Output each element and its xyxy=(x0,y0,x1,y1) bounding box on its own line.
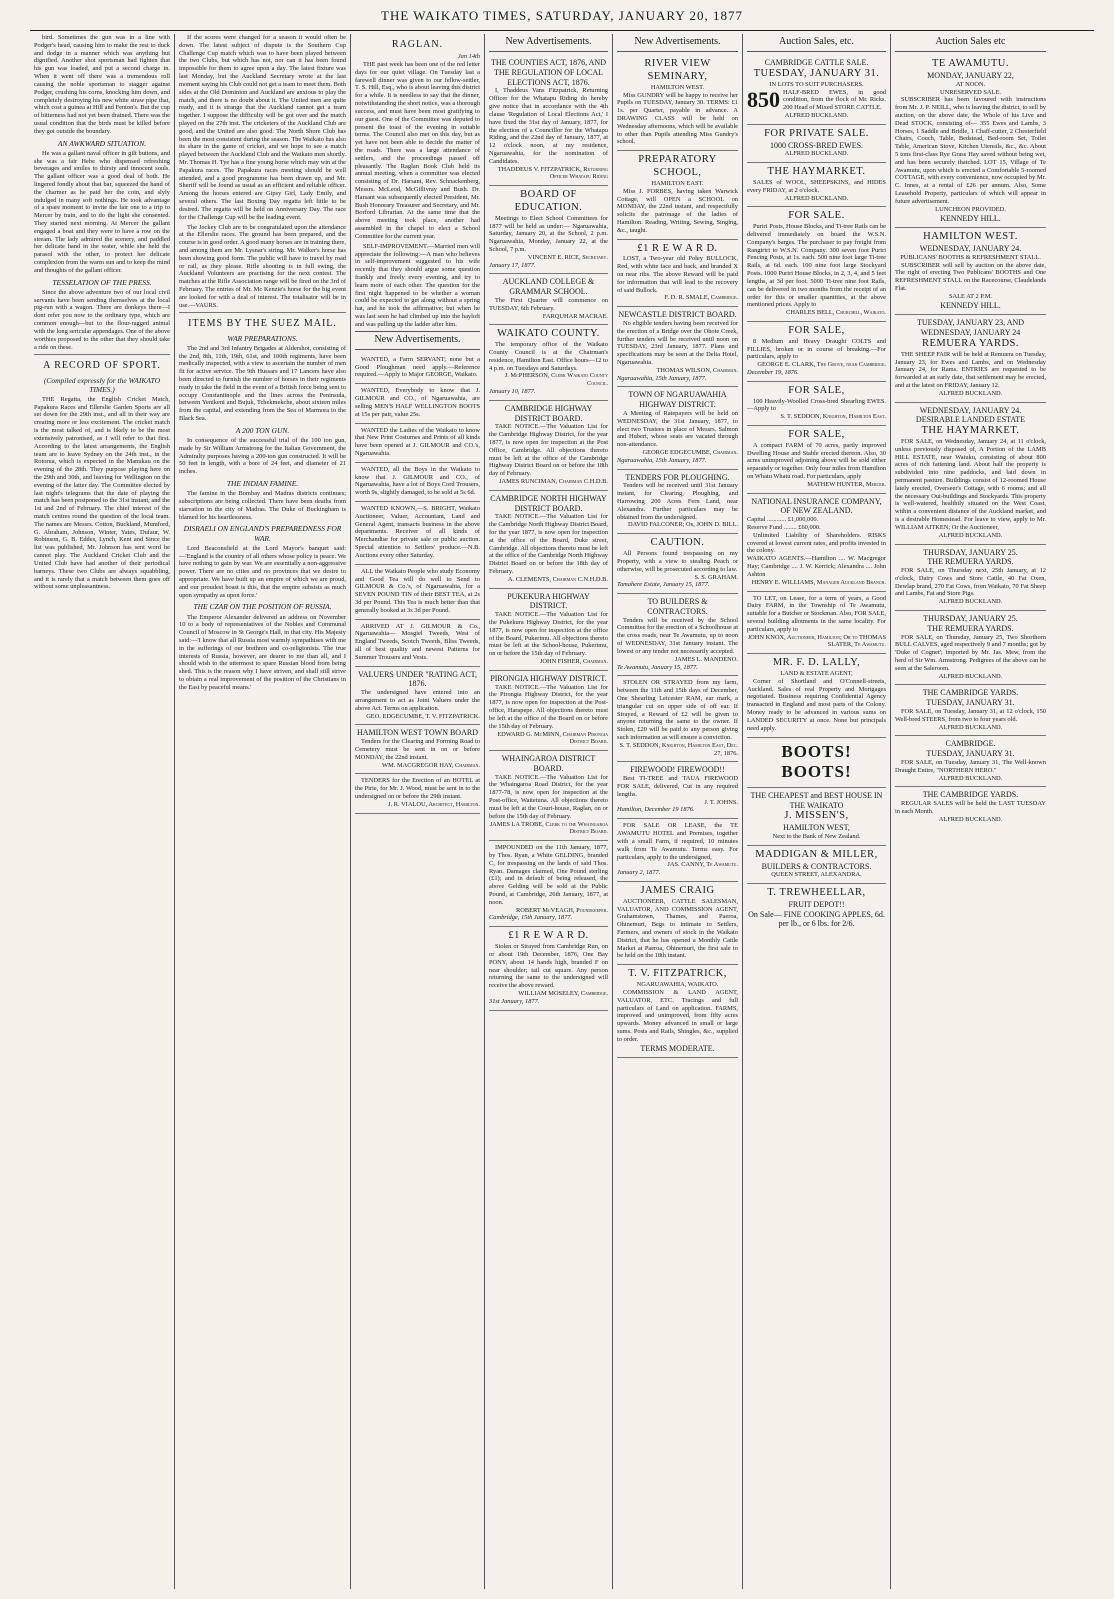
ad-signature: WM. MACGREGOR HAY, Chairman. xyxy=(382,761,480,769)
ad-title: £1 R E W A R D. xyxy=(637,242,718,254)
section-heading: DISRAELI ON ENGLAND'S PREPAREDNESS FOR WAR. xyxy=(183,524,342,543)
ad-signature: ALFRED BUCKLAND. xyxy=(938,672,1003,680)
column-1 xyxy=(30,34,174,1589)
ad-signature: A. CLEMENTS, Chairman C.N.H.D.B. xyxy=(507,575,608,583)
ad-text: WANTED KNOWN,—S. BRIGHT, Waikato Auctioneer, Valuer, Accountant, Land and General Agent, transacts business in the above departments. Receiver of all kinds of Merchandise for private sale or public auction. Special attention to Settlers' produce.—N.B. Auctions every other Saturday. xyxy=(355,505,480,559)
ad-title: CAUTION. xyxy=(650,537,705,549)
ad-subtitle: MONDAY, JANUARY 22, xyxy=(927,70,1014,80)
ad-title: PUKEKURA HIGHWAY DISTRICT. xyxy=(507,591,590,611)
ad-title: PIRONGIA HIGHWAY DISTRICT. xyxy=(490,673,607,683)
ad-title: PREPARATORY SCHOOL, xyxy=(638,154,717,179)
ad-text: ARRIVED AT J. GILMOUR & Co., Ngaruawahia— Mosgiel Tweeds, West of England Tweeds, Scotch Tweeds, Bliss Tweeds, all of best quality and newest Patterns for Summer Trousers and Vests. xyxy=(355,622,480,661)
ad-agents: WAIKATO AGENTS.—Hamilton .... W. Macgregor Hay; Cambridge .... J. W. Kerrick; Alexandra .... John Ashton xyxy=(747,555,886,578)
ad-signature: VINCENT E. RICE, Secretary. xyxy=(527,253,608,261)
ad-signature: ALFRED BUCKLAND. xyxy=(938,389,1003,397)
ad-education xyxy=(489,186,608,274)
ad-title: TENDERS FOR PLOUGHING. xyxy=(625,472,730,482)
ad-title: WAIKATO COUNTY. xyxy=(497,328,600,340)
section-heading: TESSELATION OF THE PRESS. xyxy=(52,277,152,287)
ad-subtitle: NGARUAWAHIA, WAIKATO. xyxy=(636,981,719,989)
ad-ngaruawahia xyxy=(617,387,738,469)
ad-text: TAKE NOTICE.—The Valuation List for the Pukekura Highway District, for the year 1877, is now open for inspection at the office of the Board, Pukerimu. All objections thereto must be left at the School-house, Pukerimu, on or before the 15th day of February. xyxy=(489,611,608,658)
ad-text: REGULAR SALES will be held the LAST TUESDAY in each Month. xyxy=(895,800,1046,815)
ad-wanted-boots xyxy=(355,384,480,423)
ad-signature: HENRY E. WILLIAMS, Manager Auckland Branch. xyxy=(751,578,886,586)
divider xyxy=(179,312,346,313)
ad-text: ALL the Waikato People who study Economy and Good Tea will do well to Send to GILMOUR & Co.'s, of Ngaruawahia, for a SEVEN POUND TIN of their BEST TEA, at 2s 3d per Pound. This Tea is much better than that generally booked at 3s 3d per Pound. xyxy=(355,567,480,614)
ad-text: Best TI-TREE and TAUA FIREWOOD FOR SALE, delivered, Cut in any required lengths. xyxy=(617,775,738,798)
ad-title: AUCKLAND COLLEGE & GRAMMAR SCHOOL. xyxy=(502,277,595,297)
ad-date: Cambridge, 15th January, 1877. xyxy=(489,914,573,922)
ad-text: TAKE NOTICE.—The Valuation List for the Pirongia Highway District, for the year 1877, is now open for inspection at the Post-office, Harapepe. All objections thereto must be left at the office of the Board on or before the 15th day of February. xyxy=(489,683,608,730)
ad-cattle-sale xyxy=(747,55,886,125)
ad-signature: CHARLES BELL, Churchill, Waikato. xyxy=(786,309,886,317)
ad-title: THE COUNTIES ACT, 1876, AND THE REGULATION OF LOCAL ELECTIONS ACT, 1876. xyxy=(491,58,606,87)
ad-wanted-known xyxy=(355,502,480,565)
ad-signature: S. S. GRAHAM. xyxy=(694,573,738,581)
ad-date: January 10, 1877. xyxy=(489,388,536,396)
ad-label: PUBLICANS' BOOTHS & REFRESHMENT STALL. xyxy=(900,253,1041,261)
ad-reserve: Reserve Fund ........ £60,000. xyxy=(747,524,821,532)
ad-stolen-ram xyxy=(617,676,738,762)
ad-capital: Capital ............ £1,000,000. xyxy=(747,516,819,524)
ad-text: Meetings to Elect School Committees for 1877 will be held as under:— Ngaruawahia, Saturday, January 20, at the School, 2 p.m. Ngaruawahia, Monday, January 22, at the School, 7 p.m. xyxy=(489,214,608,254)
ad-subtitle: FRUIT DEPOT!! xyxy=(788,899,845,909)
ad-title: £1 R E W A R D. xyxy=(508,930,589,942)
ad-title: MR. F. D. LALLY, xyxy=(772,657,861,669)
ad-time: SALE AT 2 P.M. xyxy=(948,292,993,300)
ad-james-craig xyxy=(617,882,738,965)
ad-signature: F. D. R. SMALE, Cambridge. xyxy=(664,294,738,302)
masthead: THE WAIKATO TIMES, SATURDAY, JANUARY 20, 1877 xyxy=(30,8,1094,31)
ad-text: FOR SALE, on Thursday next, 25th January, at 12 o'clock, Dairy Cows and Store Cattle, 40 Fat Oxen, Dewlap brand, 270 Fat Cows, from Waikato, 70 Fat Sheep and Lambs, Fat and Store Pigs. xyxy=(895,567,1046,598)
ad-signature: GEORGE EDGECUMBE, Chairman. xyxy=(642,449,738,457)
ad-text: 100 Heavily-Woolled Cross-bred Shearling EWES.—Apply to xyxy=(747,397,886,413)
column-heading: New Advertisements. xyxy=(489,34,608,52)
ad-text: TAKE NOTICE.—The Valuation List for the Whaingaroa Road District, for the year 1877-78, is now open for inspection at the Post-office, Waitetuna. All objections thereto must be left at the Court-house, Raglan, on or before the 15th day of February. xyxy=(489,773,608,820)
ad-hotel-tenders xyxy=(355,774,480,813)
ad-title: THURSDAY, JANUARY 25. xyxy=(923,614,1018,624)
ad-text: STOLEN OR STRAYED from my farm, between the 11th and 15th days of December, One Shearling Leicester RAM, ear mark, a triangular cut on upper side of off ear. If Strayed, a Reward of £2 will be given to anyone returning the same to the owner. If Stolen, £20 will be paid to any person giving such information as will ensure a conviction. xyxy=(617,679,738,742)
ad-signature: J. McPHERSON, Clerk Waikato County Council. xyxy=(504,372,608,388)
ad-text: QUEEN STREET, ALEXANDRA. xyxy=(771,871,862,879)
ad-pirongia xyxy=(489,671,608,751)
ad-number: 850 xyxy=(747,86,780,112)
ad-caution xyxy=(617,534,738,594)
article-text: The famine in the Bombay and Madras districts continues; subscriptions are being collected. There have been deaths from starvation in the city of Madras. The Duke of Buckingham is blamed for his heartlessness. xyxy=(179,490,346,521)
ad-text: Next to the Bank of New Zealand. xyxy=(772,833,861,841)
ad-text: IMPOUNDED on the 11th January, 1877, by Thos. Ryan, a White GELDING, branded C, for trespassing on the lands of said Thos. Ryan. Damages claimed, One Pound sterling (£1); and in default of being released, the above Gelding will be sold at the Public Pound, at Cambridge, 26th January, 1877, at noon. xyxy=(489,844,608,906)
ad-date: Ngaruawahia, 15th January, 1877. xyxy=(617,374,707,382)
ad-date: Tamahere Estate, January 15, 1877. xyxy=(617,581,710,589)
ad-text: Miss GUNDRY will be happy to receive her Pupils on TUESDAY, January 30. TERMS: £1 1s. per Quarter, payable in advance. A DRAWING CLASS will be held on Wednesday afternoons, which will be available to other than Pupils attending Miss Gundry's school. xyxy=(617,91,738,146)
ad-title: NATIONAL INSURANCE COMPANY, OF NEW ZEALAND. xyxy=(751,496,882,516)
ad-whaingaroa xyxy=(489,751,608,841)
ad-text: FOR SALE, on Tuesday, January 31, at 12 o'clock, 150 Well-bred STEERS, from two to four years old. xyxy=(895,707,1046,723)
ad-firewood xyxy=(617,762,738,819)
article-text: SELF-IMPROVEMENT.—Married men will appreciate the following:—A man who believes in self-improvement suggested to his wife recently that they should argue some question frankly and freely every evening, and try to learn more of each other. The question for the first night happened to be whether a woman could be expected to get along without a spring hat, and he took the affirmative; but when he was last seen he had climbed up into the hayloft and was pulling up the ladder after him. xyxy=(355,242,480,328)
ad-cambridge-yards xyxy=(895,685,1046,736)
ad-date: 31st January, 1877. xyxy=(489,997,540,1005)
ad-newcastle xyxy=(617,307,738,387)
ad-title: TE AWAMUTU. xyxy=(932,58,1009,70)
ad-text: Miss J. FORBES, having taken Warwick Cottage, will OPEN a SCHOOL on MONDAY, the 22nd instant, and respectfully solicits the patronage of the ladies of Hamilton. Reading, Writing, Sewing, Singing, &c., taught. xyxy=(617,187,738,234)
dateline: Jan 14th xyxy=(457,53,480,61)
ad-title: FOR SALE, xyxy=(788,384,845,396)
ad-text: AUCTIONEER, CATTLE SALESMAN, VALUATOR, AND COMMISSION AGENT, Grahamstown, Thames, and Paeroa, Ohinemuri, Begs to intimate to Settlers, Farmers, and owners of stock in the Waikato District, that he has opened a Monthly Cattle Market at Paeroa, Ohinemuri, the first sale to be held on the 18th instant. xyxy=(617,897,738,960)
ad-impounded xyxy=(489,841,608,927)
ad-date: Hamilton, December 19 1876. xyxy=(617,806,695,814)
ad-subtitle: THE REMUERA YARDS. xyxy=(927,557,1014,567)
ad-wanted-ladies xyxy=(355,424,480,463)
ad-text: 1000 CROSS-BRED EWES. xyxy=(769,140,864,150)
ad-title: THE CAMBRIDGE YARDS. xyxy=(922,688,1019,698)
ad-subtitle: TUESDAY, JANUARY 31. xyxy=(753,67,880,79)
ad-title: FOR SALE, xyxy=(788,324,845,336)
raglan-heading: RAGLAN. xyxy=(391,39,444,50)
ad-subtitle: DESIRABLE LANDED ESTATE xyxy=(915,415,1026,425)
ad-signature: S. T. SEDDON, Knighton, Hamilton East. xyxy=(780,413,886,421)
article-text: The Jockey Club are to be congratulated upon the attendance at the Ellerslie races. The ground has been prepared, and the course is in good order. A good many horses are in training there, and among them are Mr. Lysnar's string. Mr. Walker's horse has been showing good form. The public will have to travel by road or rail, as they please. Rifle shooting is in full swing, the Auckland Volunteers are practising for the next contest. The matches at the Rifle Association range will be fired on the 3rd of February. The entries of Mr. Mc Kenzie's horse for the big event are looked for with a deal of interest. The totalisator will be in use.—VAURS. xyxy=(179,223,346,309)
ad-fitzpatrick xyxy=(617,965,738,1058)
ad-signature: JAMES RUNCIMAN, Chairman C.H.D.B. xyxy=(499,478,608,486)
ad-signature: JAMES LA TROBE, Clerk to the Whaingaroa District Board. xyxy=(489,820,608,836)
ad-lunch: LUNCHEON PROVIDED. xyxy=(935,205,1006,213)
ad-date: Ngaruawahia, 15th January, 1877. xyxy=(617,456,707,464)
ad-signature: EDWARD G. McMINN, Chairman Pirongia District Board. xyxy=(497,730,608,746)
ad-text: FOR SALE, on Wednesday, January 24, at 11 o'clock, unless previously disposed of, A Portion of the LAMB HILL ESTATE, near Waiuku, consisting of about 800 acres of rich fattening land. About half the property is subdivided into nine paddocks, and laid down in permanent pasture. Buildings consist of 12-roomed House lately erected, Overseer's Cottage, with 6 rooms; and all the necessary Out-buildings and Stockyards. This property is well-watered, healthily situated on the West Coast, within a convenient distance of the Auckland market, and is a desirable Homestead. For leave to view, apply to Mr. WILLIAM AITKEN; Or the Auctioneer, xyxy=(895,437,1046,531)
article-text: Lord Beaconsfield at the Lord Mayor's banquet said:—'England is the country of all others whose policy is peace. We have nothing to gain by war. We are essentially a non-aggressive power. There are no cities and no provinces that we desire to appropriate. We have built up an empire of which we are proud, and our proudest boast is this, that the empire subsists as much upon sympathy as upon force.' xyxy=(179,544,346,599)
ad-signature: ALFRED BUCKLAND. xyxy=(938,774,1003,782)
ad-title: TOWN OF NGARUAWAHIA HIGHWAY DISTRICT. xyxy=(628,390,727,410)
section-heading: THE CZAR ON THE POSITION OF RUSSIA. xyxy=(193,602,332,612)
ad-title: RIVER VIEW SEMINARY, xyxy=(644,58,711,82)
ad-text: The undersigned have entered into an arrangement to act as Joint Valuers under the above Act. Terms on application. xyxy=(355,689,480,712)
ad-lots: IN LOTS TO SUIT PURCHASERS. xyxy=(769,80,864,88)
sport-subheading: (Compiled expressly for the WAIKATO TIMES.) xyxy=(43,375,161,394)
ad-signature: GEORGE E. CLARK, The Grove, near Cambridge. xyxy=(757,361,886,369)
ad-signature: ALFRED BUCKLAND. xyxy=(938,598,1003,606)
ad-text: FOR SALE, on Tuesday, January 31, The Well-known Draught Entire, "NORTHERN HERO." xyxy=(895,758,1046,774)
ad-ploughing xyxy=(617,470,738,535)
ad-cambridge-entire xyxy=(895,736,1046,787)
article-text: The Emperor Alexander delivered an address on November 10 to a body of representatives of the Nobles and Communal Council of Moscow in St George's Hall, in that city. His Majesty said:—'I know that all Russia most warmly sympathises with me in the sufferings of our brethren and co-religionists. The true interests of Russia, however, are dearer to me than all, and I should wish to the uttermost to spare Russian blood from being shed. This is the reason why I have striven, and shall still strive to obtain a real improvement of the position of the Christians in the East by peaceful means.' xyxy=(179,613,346,691)
ad-text: SUBSCRIBER will sell by auction on the above date, The right of erecting Two Publicans' BOOTHS and One REFRESHMENT STALL on the Racecourse, Claudelands Flat. xyxy=(895,261,1046,293)
ad-signature: ALFRED BUCKLAND. xyxy=(938,723,1003,731)
section-heading: WAR PREPARATIONS. xyxy=(227,333,298,343)
ad-signature: GEO. EDGECUMBE, T. V. FITZPATRICK. xyxy=(366,712,480,720)
ad-hamilton-board xyxy=(355,725,480,774)
ad-title: HAMILTON WEST. xyxy=(923,231,1018,243)
ad-title: WHAINGAROA DISTRICT BOARD. xyxy=(501,754,596,773)
ad-title: THURSDAY, JANUARY 25. xyxy=(923,547,1018,557)
ad-text: I, Thaddeus Vans Fitzpatrick, Returning Officer for the Whatapu Riding do hereby give notice that in accordance with the 4th clause 'Regulation of Local Elections Act,' I have fixed the 31st day of January, 1877, for the election of a Councillor for the Whatapu Riding, and the 22nd day of January, 1877, at 12 o'clock noon, at my residence, Ngaruawahia, for the nomination of Candidates. xyxy=(489,87,608,165)
ad-signature: DAVID FALCONER; Or, JOHN D. BILL. xyxy=(627,521,738,529)
ad-text: LOST, a Two-year old Poley BULLOCK, Red, with white face and back, and branded X on near ribs. The above Reward will be paid for information that will lead to the recovery of said Bullock. xyxy=(617,255,738,294)
ad-text: FOR SALE, on Thursday, January 25, Two Shorthorn BULL CALVES, aged respectively 9 and 7 months; got by 'Duke of Cognet'; imported by Mr. Jas. Mew, from the herd of Sir Wm. Armstrong. Pedigrees of the above can be seen at the Saleroom. xyxy=(895,633,1046,672)
ad-text xyxy=(747,86,886,112)
ad-text: Puriri Posts, House Blocks, and Ti-tree Rails can be delivered immediately on board the W.S.N. Company's barges. The purchaser to pay freight from Rangiriri to W.S.N. Company. 300 seven foot Puriri Fencing Posts, at 1s. each. 500 nine foot large Ti-tree Rails, at 6d. each. 100 nine foot large Stockyard Posts. 1000 Puriri House Blocks, in 2, 3, 4, and 5 feet lengths, at 3d per foot. 5000 Ti-tree nine foot Rails, can be delivered in two months from the receipt of an order for this or smaller quantities, at the above mentioned prices. Apply to xyxy=(747,223,886,309)
ad-text: SALES of WOOL, SHEEPSKINS, and HIDES every FRIDAY, at 2 o'clock. xyxy=(747,178,886,194)
ad-subtitle: REMUERA YARDS. xyxy=(921,337,1020,349)
ad-date: January 17, 1877. xyxy=(489,261,536,269)
article-text: He was a gallant naval officer in gilt buttons, and she was a fair Hebe who dispensed refreshing beverages and smiles to thirsty and innocent souls. The gallant officer was a good deal of both. He lingered fondly about that bar, squeezed the hand of the charmer as he paid her the coin, and slyly indulged in many soft nothings. He took advantage of a spare moment to invite the fair one to a trip to Mercer by train, and to do the light she consented. They started next morning. At Mercer the gallant engaged a boat and they were to have a row on the stream. The lady admired the scenery, and paddled her delicate hand in the water, while she held the parasol with the other, to protect her delicate complexion from the warm sun and to keep the mind and thoughts of the gallant officer. xyxy=(34,149,170,274)
ad-title: CAMBRIDGE CATTLE SALE. xyxy=(764,58,869,68)
sport-heading: A RECORD OF SPORT. xyxy=(43,360,161,372)
ad-tweeds xyxy=(355,620,480,667)
ad-subtitle: WEDNESDAY, JANUARY 24. xyxy=(919,244,1022,254)
ad-subtitle: HAMILTON EAST. xyxy=(651,179,704,187)
ad-date: December 19, 1876. xyxy=(747,368,799,376)
ad-body: HALF-BRED EWES, in good condition, from the flock of Mr. Ricks. 200 Head of Mixed STORE CATTLE. xyxy=(783,88,886,112)
ad-maddigan xyxy=(747,846,886,884)
ad-auckland-college xyxy=(489,274,608,325)
ad-text: All Persons found trespassing on my Property, with a view to stealing Peach or otherwise, will be prosecuted according to law. xyxy=(617,550,738,573)
ad-title: JAMES CRAIG xyxy=(640,884,715,896)
ad-text: TAKE NOTICE.—The Valuation List for the Cambridge Highway District, for the year 1877, is now open for inspection at the Post Office, Cambridge. All objections thereto must be left at the office of the Cambridge Highway District Board on or before the 18th day of February. xyxy=(489,423,608,478)
ad-text: The temporary office of the Waikato County Council is at the Chairman's residence, Hamilton East. Office hours—12 to 4 p.m. on Tuesdays and Saturdays. xyxy=(489,341,608,372)
ad-label: UNRESERVED SALE. xyxy=(940,88,1001,96)
new-ads-heading: New Advertisements. xyxy=(355,331,480,350)
ad-title: HAMILTON WEST TOWN BOARD xyxy=(357,728,478,738)
ad-text: A Meeting of Ratepayers will be held on WEDNESDAY, the 31st January, 1877, to elect two Trustees in place of Messrs. Salmon and Hubert, whose seats are vacated through non-attendance. xyxy=(617,409,738,449)
ad-signature: JOHN KNOX, Auctioneer, Hamilton; Or to THOMAS SLATER, Te Awamutu. xyxy=(747,633,886,649)
ad-text: 8 Medium and Heavy Draught COLTS and FILLIES, broken or in course of breaking.—For particulars, apply to xyxy=(747,337,886,361)
ad-signature: S. T. SEDDON, Knighton, Hamilton East, Dec. 27, 1876. xyxy=(619,741,738,757)
ad-signature: KENNEDY HILL. xyxy=(940,213,1001,223)
ad-to-let xyxy=(747,592,886,655)
ad-cambridge-board xyxy=(489,401,608,491)
ad-subtitle: THE REMUERA YARDS. xyxy=(927,623,1014,633)
ad-builders xyxy=(617,594,738,676)
column-4 xyxy=(484,34,612,1589)
ad-hotel-lease xyxy=(617,819,738,882)
ad-boots-banner: BOOTS! BOOTS! xyxy=(747,738,886,788)
ad-hamilton-west-sale xyxy=(895,228,1046,315)
ad-title: THE HAYMARKET. xyxy=(767,166,866,178)
ad-signature: FARQUHAR MACRAE. xyxy=(542,312,608,320)
ad-title: MADDIGAN & MILLER, xyxy=(755,848,878,860)
ad-for-sale-colts xyxy=(747,322,886,382)
ad-reward-pony xyxy=(489,927,608,1010)
ad-title: CAMBRIDGE HIGHWAY DISTRICT BOARD. xyxy=(504,403,593,423)
ad-text: TAKE NOTICE.—The Valuation List for the Cambridge North Highway District Board, for the year 1877, is now open for inspection at the office of the Board, Duke street, Cambridge. All objections thereto must be left at the office of the Cambridge North Highway District Board on or before the 18th day of February. xyxy=(489,513,608,576)
ad-wanted-boys xyxy=(355,463,480,502)
ad-subtitle: HAMILTON WEST. xyxy=(650,83,705,91)
ad-signature: JAS. CANNY, Te Awamutu. xyxy=(667,861,738,869)
ad-text: WANTED, Everybody to know that J. GILMOUR and CO., of Ngaruawahia, are selling MEN'S HALF WELLINGTON BOOTS at 15s per pair, value 25s. xyxy=(355,387,480,418)
ad-title: CAMBRIDGE NORTH HIGHWAY DISTRICT BOARD. xyxy=(490,493,607,513)
ad-date: Te Awamutu, January 15, 1877. xyxy=(617,663,698,671)
ad-signature: ALFRED BUCKLAND. xyxy=(784,194,849,202)
ad-waikato-county xyxy=(489,325,608,400)
ad-title: THE CHEAPEST and BEST HOUSE IN THE WAIKATO xyxy=(750,790,883,810)
article-text: If the scores were changed for a season it would often be down. The latest subject of dispute is the Southern Cup Challenge Cup match which was to have been played between the two Clubs, but which has not, nor can it has been found impossible for them to agree upon a day. The latest fixture was last Monday, but the Auckland Secretary wrote at the last moment saying his Club could not get a team to meet them. Both sides at the Old Dominion and Auckland are anxious to play the match, and there is no doubt about it. The United men are quite ready, and it is strange that the Auckland cannot get a team together. I suppose the difficulty will be got over and the match played on the 27th inst. The cricketers of the Auckland Club are good, and the United are also good. The North Shore Club has been the most consistent during the season. The Waikato has also its share in the game of cricket, and we hope to see a match played between the Auckland Club and the Waikato men shortly. Mr. Thomas H. Tye has a fine young horse which may win at the Papakura races. The Papakura races meeting should be well attended, and a good programme has been drawn up, and Mr. Sheriff will be found as usual as an efficient and reliable officer. Among the horses entered are Gipsy Girl, Lady Emily, and several others. The last Boxing Day regatta left little to be desired. The regatta will be held on Anniversary Day. The race for the Challenge Cup will be the leading event. xyxy=(179,34,346,221)
ad-text: SUBSCRIBER has been favoured with instructions from Mr. J. P. NEILL, who is leaving the district, to sell by auction, on the above date, the Whole of his Live and Dead STOCK, consisting of— 355 Ewes and Lambs, 3 Horses, 1 Saddle and Bridle, 1 Chaff-cutter, 2 Chesterfield Chairs, Couch, Table, Bedstead, Bed-room Set, Toilet Table, American Stove, Kitchen Utensils, &c., &c. About 5 tons first-class Rye Grass Hay saved without being wet, and has been securely thatched. LOT 15, Village of Te Awamutu, upon which is erected a Comfortable 5-roomed COTTAGE, with every convenience, now occupied by Mr. C. Innes, at a rental of £26 per annum. Also, Some Leasehold Property, particulars of which will appear in future advertisement. xyxy=(895,96,1046,205)
ad-subtitle: HAMILTON WEST, xyxy=(783,823,850,833)
ad-signature: JAMES L. MANDENO. xyxy=(674,655,738,663)
ad-subtitle-2: THE HAYMARKET. xyxy=(921,425,1020,437)
ad-signature: J. T. JOHNS. xyxy=(704,798,738,806)
ad-subtitle: BUILDERS & CONTRACTORS. xyxy=(761,861,872,871)
ad-title: VALUERS UNDER "RATING ACT, 1876. xyxy=(358,669,477,689)
ad-preparatory xyxy=(617,151,738,239)
ad-title: THE CAMBRIDGE YARDS. xyxy=(922,790,1019,800)
ad-haymarket xyxy=(747,163,886,207)
ad-signature: THADDEUS V. FITZPATRICK, Returning Officer Whatapu Riding xyxy=(497,165,608,181)
ad-cambridge-regular xyxy=(895,787,1046,827)
article-text: THE Regatta, the English Cricket Match, Papakura Races and Ellerslie Garden Sports are all set down for the 29th inst., and all in their way are creating more or less excitement. The cricket match is the most talked of, and is likely to be the most extensively patronised, as I will refer to that first. According to the latest arrangements, the English team are to leave Sydney on the 24th inst., in the Rotorua, which is expected in the Manukau on the evening of the 28th. They purpose playing here on the 29th and 30th, and leaving for Wellington on the evening of the latter day. The Committee elected by last night's telegrams that the date of playing the match has been postponed to the 31st instant, and the 1st and 2nd of February. The chief interest of the match centres round the question of the local team. The names are Messrs. Cotton, Buckland, Mumford, G. Abraham, Johnson, Winter, Yates, Dufaur, W. Robinson, G. B. Eddes, Lynch, Kent and Since the list was published, Mr. Johnson has sent word he cannot play. The Auckland Cricket Club and the United Club have had another of their periodical barneys. These two Clubs are always squabbling, and it is rarely that a match between them goes off without some unpleasantness. xyxy=(34,395,170,591)
ad-title: TUESDAY, JANUARY 23, AND WEDNESDAY, JANUARY 24 xyxy=(916,318,1025,338)
ad-tea xyxy=(355,565,480,620)
ad-signature: ALFRED BUCKLAND. xyxy=(938,531,1003,539)
ad-for-sale-farm xyxy=(747,426,886,494)
ad-text: TENDERS for the Erection of an HOTEL at the Pirie, for Mr. J. Wood, must be sent in to the undersigned on or before the 29th instant. xyxy=(355,777,480,800)
ad-private-sale xyxy=(747,125,886,163)
ad-landed-estate xyxy=(895,403,1046,545)
ad-text: Corner of Shortland and O'Connell-streets, Auckland. Sales of real Property and Mortgages negotiated. Business requiring Confidential Agency transacted in England and most parts of the Colony. Money ready to be advanced in various sums on LANDED SECURITY at once. None but principals need apply. xyxy=(747,677,886,732)
ad-title: FIREWOOD! FIREWOOD!! xyxy=(630,765,725,775)
column-5 xyxy=(612,34,742,1589)
ad-title: TO BUILDERS & CONTRACTORS. xyxy=(647,597,708,616)
article-text: The 2nd and 3rd Infantry Brigades at Aldershot, consisting of the 2nd, 8th, 11th, 19th, 61st, and 100th regiments, have been medically inspected, with a view to ascertain the number of men fit for active service. The 9th Hussars and 17 Lancers have also been directed to furnish the number of horses in their regiments ready to take the field in the event of a British force being sent to occupy Constantinople and the lines across the Peninsula, between Yenikeni and Bujuk, Tchekmekche, about sixteen miles from the capital, and extending from the Sea of Marmora to the Black Sea. xyxy=(179,344,346,423)
column-heading: Auction Sales, etc. xyxy=(747,34,886,52)
ad-valuers xyxy=(355,667,480,726)
ad-title: FOR PRIVATE SALE. xyxy=(764,127,869,139)
ad-signature: ALFRED BUCKLAND. xyxy=(784,111,849,119)
ad-title: FOR SALE, xyxy=(788,429,845,441)
section-heading: THE INDIAN FAMINE. xyxy=(226,479,299,489)
ad-text: Tenders for the Clearing and Forming Road to Cemetery must be sent in on or before MONDAY, the 22nd instant. xyxy=(355,738,480,761)
section-heading: A 200 TON GUN. xyxy=(235,425,290,435)
ad-for-sale-ewes xyxy=(747,382,886,426)
ad-text: A compact FARM of 70 acres, partly improved Dwelling House and Stable erected thereon. Also, 30 acres unimproved adjoining above will be sold either separately or together. Only four miles from Hamilton on Whatu Whatu road. For particulars, apply xyxy=(747,441,886,481)
ad-signature: THOMAS WILSON, Chairman. xyxy=(656,366,738,374)
ad-text: WANTED the Ladies of the Waikato to know that New Print Costumes and Prints of all kinds have been opened at J. GILMOUR and CO.'s, Ngaruawahia. xyxy=(355,426,480,457)
ad-counties-act xyxy=(489,55,608,186)
ad-footer: TERMS MODERATE. xyxy=(640,1043,715,1053)
ad-subtitle: LAND & ESTATE AGENT, xyxy=(780,670,853,677)
ad-for-sale-posts xyxy=(747,207,886,322)
article-text: THE past week has been one of the red letter days for our quiet village. On Tuesday last a farewell dinner was given to our fellow-settler, T. S. Hill, Esq., who is about leaving this district for a while. It is needless to say that the dinner, notwithstanding the short notice, was a thorough success, and must have been most gratifying to our guest. One of the Committee was deputed to present the toast of the evening in suitable terms. The Council also met on this day, but as yet have not been able to decide the matter of the roads. There was a large attendance of settlers, and the proceedings passed off pleasantly. The Raglan Book Club held its annual meeting, when a committee was elected consisting of Dr. Harsant, Rev. Schnackenberg, Messrs. McLeod, McGillivray and Bush. Dr. Harsant was subsequently elected President, Mr. Bush Honorary Treasurer and Secretary, and Mr. Borford Librarian. At the same time that the above meeting took place, another had assembled in the chapel to elect a School Committee for the current year. xyxy=(355,61,480,240)
ad-text: Tenders will be received by the School Committee for the erection of a Schoolhouse at the cross roads, near Te Awamutu, up to noon of WEDNESDAY, 31st January instant. The lowest or any tender not necessarily accepted. xyxy=(617,616,738,655)
ad-name: J. MISSEN'S, xyxy=(784,810,849,822)
ad-text: FOR SALE OR LEASE, the TE AWAMUTU HOTEL and Premises, together with a small Farm, if required, 10 minutes walk from Te Awamutu. Terms easy. For particulars, apply to the undersigned, xyxy=(617,822,738,861)
column-3 xyxy=(350,34,484,1589)
ad-signature: JOHN FISHER, Chairman. xyxy=(539,658,608,666)
ad-thursday-bulls xyxy=(895,611,1046,685)
ad-title: NEWCASTLE DISTRICT BOARD. xyxy=(618,310,737,320)
ad-signature: MATHEW HUNTER, Mercer. xyxy=(807,480,886,488)
ad-text: TO LET, on Lease, for a term of years, a Good Dairy FARM, in the Township of Te Awamutu, suitable for a Butcher or Stockman. Also, FOR SALE, several building allotments in the same locality. For particulars, apply to xyxy=(747,594,886,633)
ad-text: The First Quarter will commence on TUESDAY, 6th February. xyxy=(489,296,608,312)
ad-text: Unlimited Liability of Shareholders. RISKS covered at lowest current rates, and profits invested in the colony. xyxy=(747,531,886,555)
column-heading: Auction Sales etc xyxy=(895,34,1046,52)
ad-subtitle: TUESDAY, JANUARY 31. xyxy=(926,698,1015,708)
ad-signature: ALFRED BUCKLAND. xyxy=(938,815,1003,823)
ad-signature: ROBERT McVEAGH, Poundkeeper. xyxy=(515,906,608,914)
ad-signature: ALFRED BUCKLAND. xyxy=(784,150,849,158)
ad-text: Tenders will be received until 31st January instant, for Clearing, Ploughing, and Harrowing 200 Acres Fern Land, near Alexandra. Further particulars may be obtained from the undersigned. xyxy=(617,482,738,521)
ad-signature: J. R. VIALOU, Architect, Hamilton. xyxy=(388,800,480,808)
ad-title: T. TREWHEELLAR, xyxy=(767,887,866,899)
article-text: Since the above adventure two of our local civil servants have been sending themselves at the local pig-run with a wagon. There are donkeys there—I dont refer you now to the ordinary type, which are common enough—but to the flour-ragged animal with the long sericular appendages. One of the above worthies proposed to the other that they should take a ride on these. xyxy=(34,288,170,351)
article-text: bird. Sometimes the gun was in a line with Podger's head, causing him to make the rest to duck and dodge in a manner which was anything but dignified. Another shot sportsman had fighten that his gun was loaded, and put a second charge in. When it went off there was a tremendous roll causing the noble sportsman to stagger against Podger, crushing his corns, knocking him down, and completely destroying his new white straw pipe that, which cost a guinea at Hill and Fenton's. But the cup of bitterness had not yet been drained. There was the usual condition that the birds must be killed before they got outside the boundary. xyxy=(34,34,170,135)
column-6 xyxy=(742,34,890,1589)
ad-text: COMMISSION & LAND AGENT, VALUATOR, ETC. Tracings and full particulars of Land on application. FARMS, improved and unimproved, from fifty acres upwards. Money advanced in small or large sums. Posts and Rails, Shingles, &c., supplied to order. xyxy=(617,988,738,1043)
suez-heading: ITEMS BY THE SUEZ MAIL. xyxy=(188,318,337,330)
ad-text: On Sale— FINE COOKING APPLES, 6d. per lb., or 6 lbs. for 2/6. xyxy=(748,909,885,929)
ad-insurance xyxy=(747,494,886,592)
ad-date: January 2, 1877. xyxy=(617,869,661,877)
ad-title: CAMBRIDGE. xyxy=(945,739,996,749)
ad-trewheellar xyxy=(747,884,886,933)
ad-title: BOARD OF EDUCATION. xyxy=(514,189,583,213)
divider xyxy=(34,354,170,355)
ad-text: THE SHEEP FAIR will be held at Remuera on Tuesday, January 23, for Ewes and Lambs, and on Wednesday January 24, for Rams. ENTRIES are requested to be forwarded at an early date, that settlement may be erected, and at the latest on FRIDAY, January 12. xyxy=(895,350,1046,390)
ad-title: T. V. FITZPATRICK, xyxy=(628,968,727,980)
ad-cambridge-north xyxy=(489,491,608,589)
ad-river-view xyxy=(617,55,738,151)
ad-subtitle: TUESDAY, JANUARY 31. xyxy=(926,749,1015,759)
column-heading: New Advertisements. xyxy=(617,34,738,52)
ad-lally xyxy=(747,654,886,737)
column-7 xyxy=(890,34,1050,1589)
ad-text: Stolen or Strayed from Cambridge Run, on or about 19th December, 1876, One Bay PONY, about 14 hands high, branded F on near shoulder; tail cut square. Any person returning the same to the undersigned will receive the above reward. xyxy=(489,943,608,990)
ad-te-awamutu xyxy=(895,55,1046,228)
ad-text: No eligible tenders having been received for the erection of a Bridge over the Ohote Creek, further tenders will be received until noon on TUESDAY, 23rd January, 1877. Plans and specifications may be seen at the Delta Hotel, Ngaruawahia. xyxy=(617,319,738,367)
ad-time: AT NOON. xyxy=(955,80,986,88)
ad-title: WEDNESDAY, JANUARY 24. xyxy=(919,405,1022,415)
ad-thursday-cattle xyxy=(895,545,1046,612)
ad-signature: WILLIAM MOSELEY, Cambridge. xyxy=(518,989,608,997)
newspaper-page xyxy=(30,34,1094,1589)
ad-wanted-servant xyxy=(355,353,480,384)
article-text: In consequence of the successful trial of the 100 ton gun, made by Sir William Armstrong for the Italian Government, the Admiralty purposes having a 200-ton gun constructed. It will be 50 feet in length, with a bore of 24 feet, and diameter of 21 inches. xyxy=(179,437,346,476)
ad-pukekura xyxy=(489,589,608,671)
ad-reward-bullock xyxy=(617,240,738,308)
ad-remuera-sheep xyxy=(895,315,1046,402)
ad-title: FOR SALE. xyxy=(788,210,845,222)
ad-text: WANTED, all the Boys in the Waikato to know that J. GILMOUR and CO., of Ngaruawahia, have a lot of Boys Cord Trousers, worth 9s, slightly damaged, to be sold at 5s 6d. xyxy=(355,465,480,497)
ad-signature: KENNEDY HILL. xyxy=(940,300,1001,310)
ad-text: WANTED, a Farm SERVANT; none but a Good Ploughman need apply.—Reference required.—Apply to Major GEORGE, Waikato. xyxy=(355,355,480,379)
ad-missen xyxy=(747,788,886,846)
section-heading: AN AWKWARD SITUATION. xyxy=(57,138,147,148)
column-2 xyxy=(174,34,350,1589)
